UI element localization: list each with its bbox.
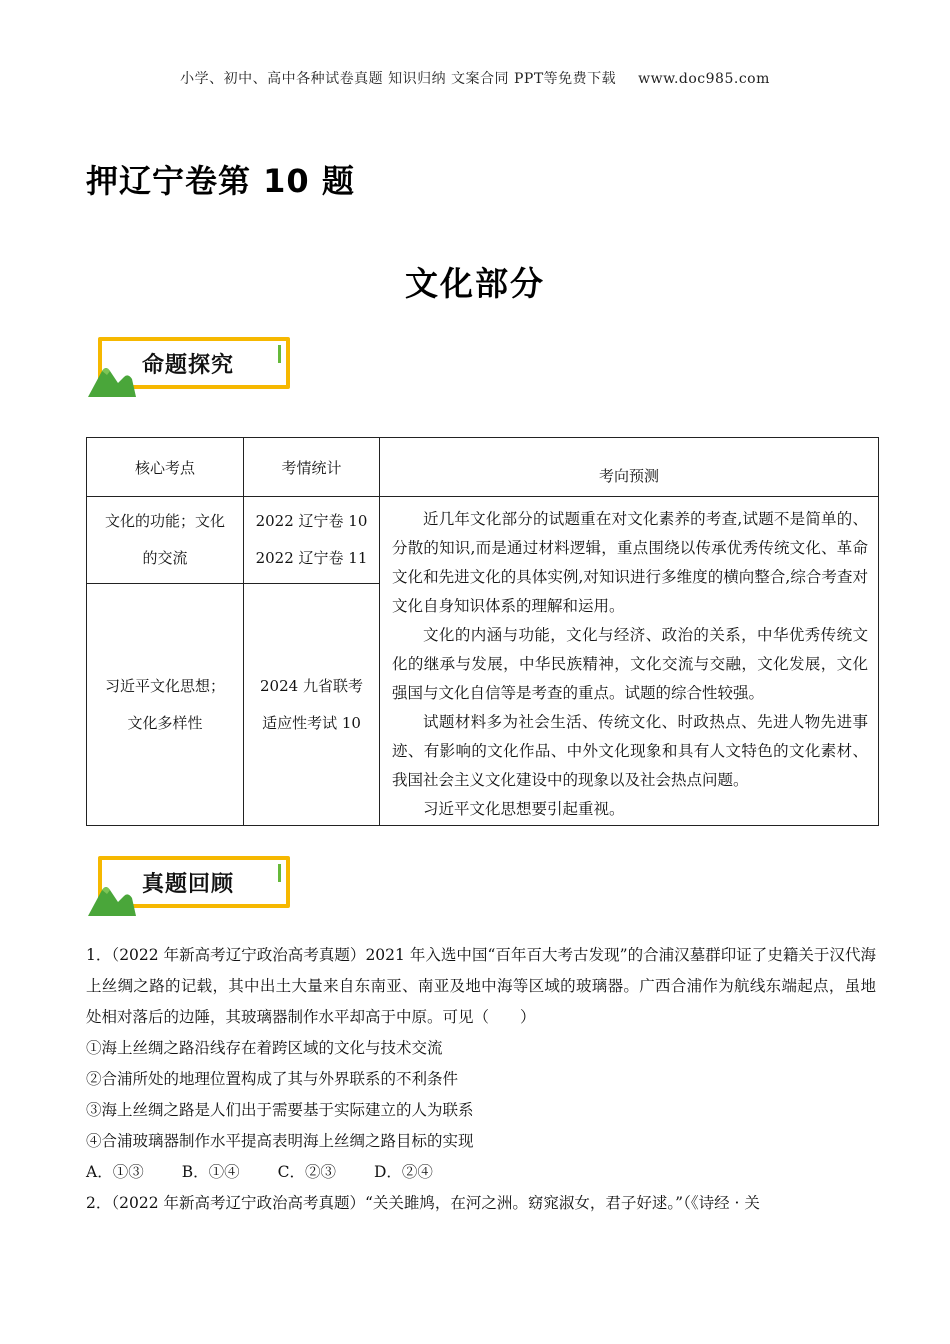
stats-cell (244, 497, 380, 584)
prediction-paragraph: 试题材料多为社会生活、传统文化、时政热点、先进人物先进事迹、有影响的文化作品、中外文化现象和具有人文特色的文化素材、我国社会主义文化建设中的现象以及社会热点问题。 (392, 713, 868, 789)
prediction-paragraph: 文化的内涵与功能，文化与经济、政治的关系，中华优秀传统文化的继承与发展，中华民族精神，文化交流与交融，文化发展，文化强国与文化自信等是考查的重点。试题的综合性较强。 (392, 626, 868, 702)
exam-analysis-table (86, 437, 879, 826)
table-row (87, 497, 879, 584)
document-title: 押辽宁卷第 10 题 (86, 162, 355, 200)
header-site-link[interactable]: www.doc985.com (638, 71, 770, 87)
banner-label: 命题探究 (142, 353, 235, 378)
core-point-line: 的交流 (142, 549, 188, 567)
stats-cell (244, 584, 380, 826)
analysis-banner (88, 333, 298, 399)
answer-option: C．②③ (277, 1163, 336, 1181)
question-stem: 1．（2022 年新高考辽宁政治高考真题）2021 年入选中国“百年百大考古发现”的合浦汉墓群印证了史籍关于汉代海上丝绸之路的记载，其中出土大量来自东南亚、南亚及地中海等区域的玻璃器。广西合浦作为航线东端起点，虽地处相对落后的边陲，其玻璃器制作水平却高于中原。可见（ ） (86, 946, 876, 1026)
question-item: ②合浦所处的地理位置构成了其与外界联系的不利条件 (86, 1070, 459, 1088)
table-header-row (87, 438, 879, 497)
question-list (86, 940, 876, 1219)
core-point-line: 文化多样性 (127, 713, 203, 732)
answer-option: A．①③ (86, 1163, 144, 1181)
banner-accent-mark (278, 864, 281, 882)
page-header (0, 68, 950, 88)
mountain-icon (88, 878, 136, 918)
stats-line: 2022 辽宁卷 10 (255, 512, 368, 530)
question-item: ③海上丝绸之路是人们出于需要基于实际建立的人为联系 (86, 1101, 474, 1119)
table-header-cell: 核心考点 (87, 438, 244, 497)
table-header-cell: 考向预测 (380, 438, 879, 497)
stats-line: 适应性考试 10 (262, 713, 361, 732)
question-stem: 2．（2022 年新高考辽宁政治高考真题）“关关雎鸠，在河之洲。窈窕淑女，君子好逑。”（《诗经 · 关 (86, 1194, 760, 1212)
mountain-icon (88, 359, 136, 399)
core-point-cell (87, 497, 244, 584)
core-point-line: 习近平文化思想； (104, 676, 225, 695)
header-text: 小学、初中、高中各种试卷真题 知识归纳 文案合同 PPT等免费下载 (180, 71, 617, 87)
core-point-line: 文化的功能；文化 (104, 512, 225, 530)
banner-label: 真题回顾 (142, 872, 235, 897)
stats-line: 2022 辽宁卷 11 (255, 549, 368, 567)
question-item: ④合浦玻璃器制作水平提高表明海上丝绸之路目标的实现 (86, 1132, 474, 1150)
prediction-paragraph: 近几年文化部分的试题重在对文化素养的考查,试题不是简单的、分散的知识,而是通过材料逻辑，重点围绕以传承优秀传统文化、革命文化和先进文化的具体实例,对知识进行多维度的横向整合,综合考查对文化自身知识体系的理解和运用。 (392, 510, 868, 615)
answer-options (86, 1157, 876, 1188)
prediction-cell (380, 497, 879, 826)
answer-option: B．①④ (181, 1163, 240, 1181)
section-title: 文化部分 (405, 264, 545, 303)
review-banner (88, 852, 298, 918)
table-header-cell: 考情统计 (244, 438, 380, 497)
prediction-paragraph: 习近平文化思想要引起重视。 (423, 800, 625, 818)
banner-accent-mark (278, 345, 281, 363)
answer-option: D．②④ (373, 1163, 433, 1181)
stats-line: 2024 九省联考 (260, 676, 363, 695)
core-point-cell (87, 584, 244, 826)
question-item: ①海上丝绸之路沿线存在着跨区域的文化与技术交流 (86, 1039, 443, 1057)
